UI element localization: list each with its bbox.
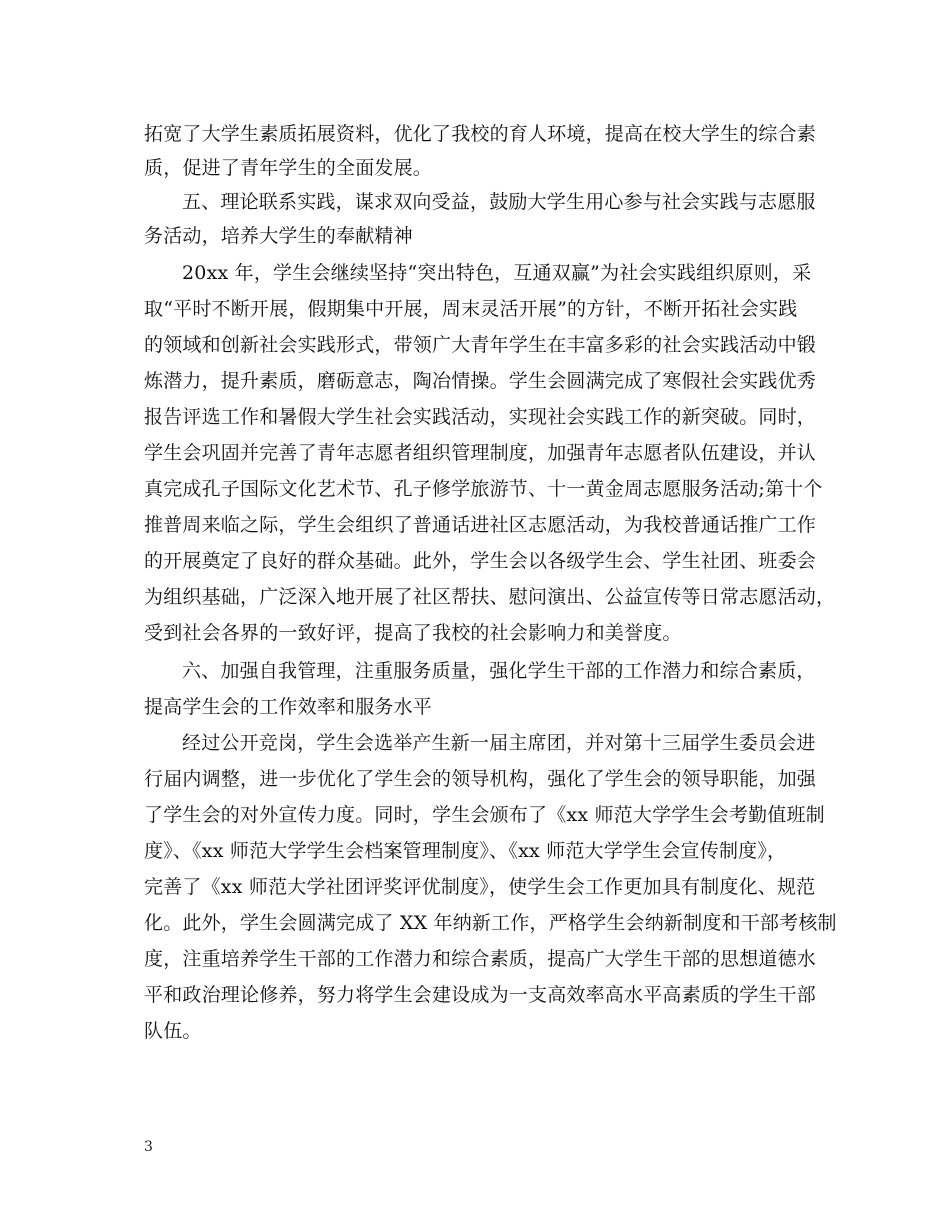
text-line: 受到社会各界的一致好评，提高了我校的社会影响力和美誉度。 [144, 622, 682, 644]
text-line: 队伍。 [144, 1020, 202, 1042]
text-line: 真完成孔子国际文化艺术节、孔子修学旅游节、十一黄金周志愿服务活动;第十个 [144, 478, 823, 500]
text-line: 度，注重培养学生干部的工作潜力和综合素质，提高广大学生干部的思想道德水 [144, 948, 817, 970]
text-line: 的开展奠定了良好的群众基础。此外，学生会以各级学生会、学生社团、班委会 [144, 550, 817, 572]
text-line: 的领域和创新社会实践形式，带领广大青年学生在丰富多彩的社会实践活动中锻 [144, 334, 817, 356]
text-line: 行届内调整，进一步优化了学生会的领导机构，强化了学生会的领导职能，加强 [144, 768, 817, 790]
page-number: 3 [144, 1139, 153, 1155]
text-line: 学生会巩固并完善了青年志愿者组织管理制度，加强青年志愿者队伍建设，并认 [144, 442, 817, 464]
text-line: 推普周来临之际，学生会组织了普通话进社区志愿活动，为我校普通话推广工作 [144, 514, 817, 536]
text-line: 取“平时不断开展，假期集中开展，周末灵活开展”的方针，不断开拓社会实践 [144, 298, 798, 320]
paragraph-start: 20xx 年，学生会继续坚持“突出特色，互通双赢”为社会实践组织原则，采 [182, 262, 812, 284]
text-line: 完善了《xx 师范大学社团评奖评优制度》，使学生会工作更加具有制度化、规范 [144, 876, 816, 898]
text-line: 度》、《xx 师范大学学生会档案管理制度》、《xx 师范大学学生会宣传制度》， [144, 840, 787, 862]
text-line: 了学生会的对外宣传力度。同时，学生会颁布了《xx 师范大学学生会考勤值班制 [144, 804, 825, 826]
section-heading-6-cont: 提高学生会的工作效率和服务水平 [144, 696, 433, 718]
text-line: 化。此外，学生会圆满完成了 XX 年纳新工作，严格学生会纳新制度和干部考核制 [144, 912, 837, 934]
section-heading-5-cont: 务活动，培养大学生的奉献精神 [144, 225, 413, 247]
section-heading-5: 五、理论联系实践，谋求双向受益，鼓励大学生用心参与社会实践与志愿服 [182, 191, 816, 213]
text-line: 平和政治理论修养，努力将学生会建设成为一支高效率高水平高素质的学生干部 [144, 984, 817, 1006]
text-line: 质，促进了青年学生的全面发展。 [144, 157, 433, 179]
text-line: 报告评选工作和暑假大学生社会实践活动，实现社会实践工作的新突破。同时， [144, 406, 817, 428]
paragraph-start: 经过公开竞岗，学生会选举产生新一届主席团，并对第十三届学生委员会进 [182, 732, 816, 754]
text-line: 炼潜力，提升素质，磨砺意志，陶冶情操。学生会圆满完成了寒假社会实践优秀 [144, 370, 817, 392]
section-heading-6: 六、加强自我管理，注重服务质量，强化学生干部的工作潜力和综合素质， [182, 660, 816, 682]
text-line: 为组织基础，广泛深入地开展了社区帮扶、慰问演出、公益宣传等日常志愿活动， [144, 586, 836, 608]
text-line: 拓宽了大学生素质拓展资料，优化了我校的育人环境，提高在校大学生的综合素 [144, 123, 817, 145]
